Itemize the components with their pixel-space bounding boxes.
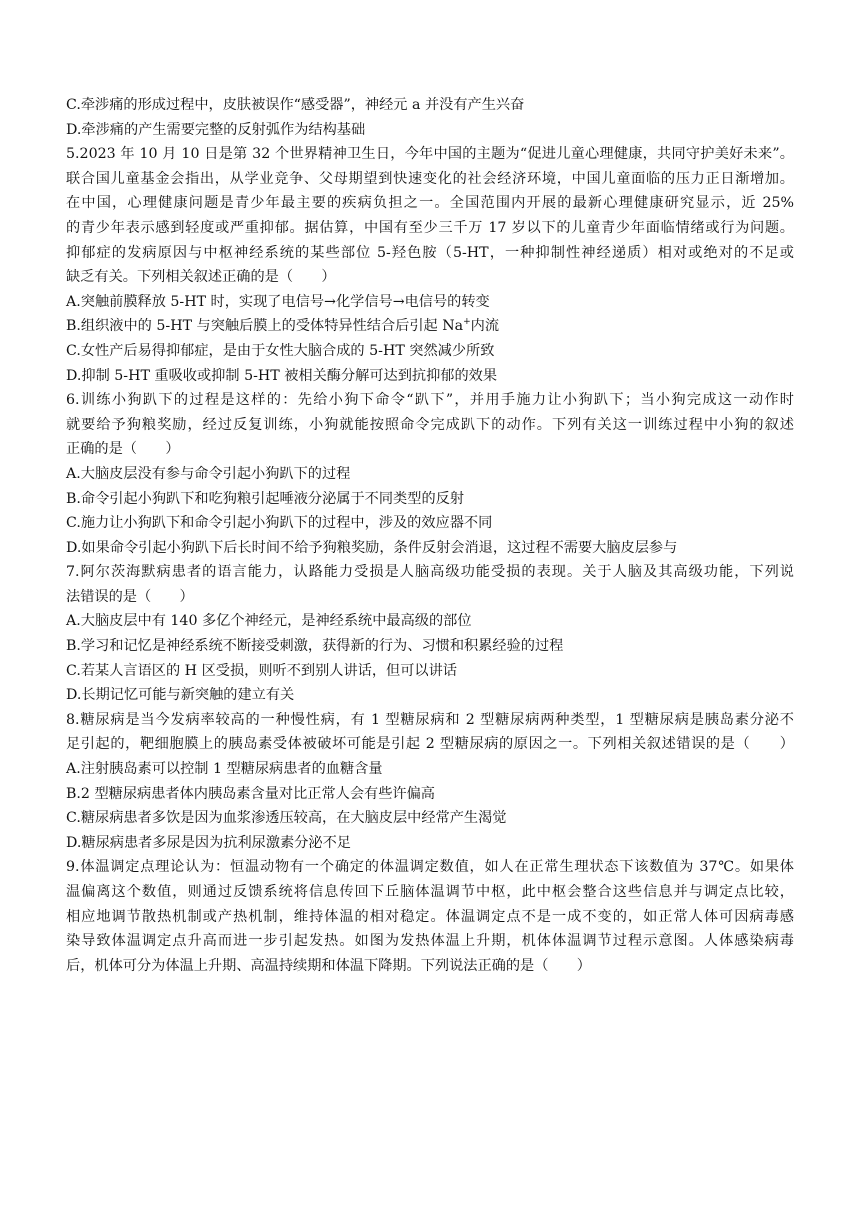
prev-option-c: C.牵涉痛的形成过程中，皮肤被误作“感受器”，神经元 a 并没有产生兴奋 <box>66 97 525 113</box>
question-6-option-c: C.施力让小狗趴下和命令引起小狗趴下的过程中，涉及的效应器不同 <box>66 515 493 532</box>
question-7-stem-line: 7.阿尔茨海默病患者的语言能力，认路能力受损是人脑高级功能受损的表现。关于人脑及其高级功能，下列说 <box>66 564 794 581</box>
question-9-stem-line: 9.体温调定点理论认为：恒温动物有一个确定的体温调定数值，如人在正常生理状态下该数值为 37℃。如果体 <box>66 859 794 876</box>
question-5-option-a: A.突触前膜释放 5-HT 时，实现了电信号→化学信号→电信号的转变 <box>66 293 490 310</box>
option-b-tail: 内流 <box>470 318 500 335</box>
question-7-option-b: B.学习和记忆是神经系统不断接受刺激，获得新的行为、习惯和积累经验的过程 <box>66 638 564 655</box>
question-7-stem-line: 法错误的是（ ） <box>66 588 194 605</box>
question-8-option-d: D.糖尿病患者多尿是因为抗利尿激素分泌不足 <box>66 834 351 851</box>
question-8-stem-line: 足引起的，靶细胞膜上的胰岛素受体被破坏可能是引起 2 型糖尿病的原因之一。下列相关叙述错误的是（ ） <box>66 736 794 753</box>
question-6-option-a: A.大脑皮层没有参与命令引起小狗趴下的过程 <box>66 465 351 482</box>
question-8-option-b: B.2 型糖尿病患者体内胰岛素含量对比正常人会有些许偏高 <box>66 785 435 802</box>
page-content <box>66 93 794 978</box>
question-5-stem-line: 缺乏有关。下列相关叙述正确的是（ ） <box>66 269 336 286</box>
question-9-stem-line: 后，机体可分为体温上升期、高温持续期和体温下降期。下列说法正确的是（ ） <box>66 957 591 974</box>
question-6-stem-line: 正确的是（ ） <box>66 441 180 458</box>
question-6-option-b: B.命令引起小狗趴下和吃狗粮引起唾液分泌属于不同类型的反射 <box>66 490 465 507</box>
question-9-stem-line: 相应地调节散热机制或产热机制，维持体温的相对稳定。体温调定点不是一成不变的，如正常人体可因病毒感 <box>66 908 794 925</box>
question-6 <box>66 388 794 560</box>
superscript-plus: + <box>463 316 471 327</box>
question-5-stem-line: 5.2023 年 10 月 10 日是第 32 个世界精神卫生日，今年中国的主题为“促进儿童心理健康，共同守护美好未来”。 <box>66 146 794 163</box>
prev-option-d: D.牵涉痛的产生需要完整的反射弧作为结构基础 <box>66 121 366 138</box>
question-5-stem-line: 的青少年表示感到轻度或严重抑郁。据估算，中国有至少三千万 17 岁以下的儿童青少年面临情绪或行为问题。 <box>66 219 794 236</box>
question-5-stem-line: 抑郁症的发病原因与中枢神经系统的某些部位 5-羟色胺（5-HT，一种抑制性神经递质）相对或绝对的不足或 <box>66 244 794 261</box>
question-7-option-d: D.长期记忆可能与新突触的建立有关 <box>66 687 295 704</box>
question-7-option-c: C.若某人言语区的 H 区受损，则听不到别人讲话，但可以讲话 <box>66 662 457 679</box>
question-5 <box>66 142 794 388</box>
option-b-text: B.组织液中的 5-HT 与突触后膜上的受体特异性结合后引起 Na <box>66 318 464 335</box>
question-5-stem-line: 在中国，心理健康问题是青少年最主要的疾病负担之一。全国范围内开展的最新心理健康研究显示，近 25% <box>66 195 794 212</box>
question-9 <box>66 855 794 978</box>
question-7 <box>66 560 794 708</box>
question-8-option-a: A.注射胰岛素可以控制 1 型糖尿病患者的血糖含量 <box>66 761 383 778</box>
question-5-option-c: C.女性产后易得抑郁症，是由于女性大脑合成的 5-HT 突然减少所致 <box>66 342 495 359</box>
question-8 <box>66 708 794 856</box>
question-9-stem-line: 染导致体温调定点升高而进一步引起发热。如图为发热体温上升期，机体体温调节过程示意图。人体感染病毒 <box>66 933 794 950</box>
question-5-option-b <box>66 314 794 339</box>
question-5-stem-line: 联合国儿童基金会指出，从学业竞争、父母期望到快速变化的社会经济环境，中国儿童面临的压力正日渐增加。 <box>66 170 794 187</box>
question-6-stem-line: 6.训练小狗趴下的过程是这样的：先给小狗下命令“趴下”，并用手施力让小狗趴下；当小狗完成这一动作时 <box>66 392 794 409</box>
question-8-stem-line: 8.糖尿病是当今发病率较高的一种慢性病，有 1 型糖尿病和 2 型糖尿病两种类型，1 型糖尿病是胰岛素分泌不 <box>66 711 794 728</box>
question-6-stem-line: 就要给予狗粮奖励，经过反复训练，小狗就能按照命令完成趴下的动作。下列有关这一训练过程中小狗的叙述 <box>66 416 794 433</box>
question-6-option-d: D.如果命令引起小狗趴下后长时间不给予狗粮奖励，条件反射会消退，这过程不需要大脑皮层参与 <box>66 539 678 556</box>
question-7-option-a: A.大脑皮层中有 140 多亿个神经元，是神经系统中最高级的部位 <box>66 613 472 630</box>
question-5-option-d: D.抑制 5-HT 重吸收或抑制 5-HT 被相关酶分解可达到抗抑郁的效果 <box>66 367 498 384</box>
question-8-option-c: C.糖尿病患者多饮是因为血浆渗透压较高，在大脑皮层中经常产生渴觉 <box>66 810 507 827</box>
question-9-stem-line: 温偏离这个数值，则通过反馈系统将信息传回下丘脑体温调节中枢，此中枢会整合这些信息并与调定点比较， <box>66 884 794 900</box>
